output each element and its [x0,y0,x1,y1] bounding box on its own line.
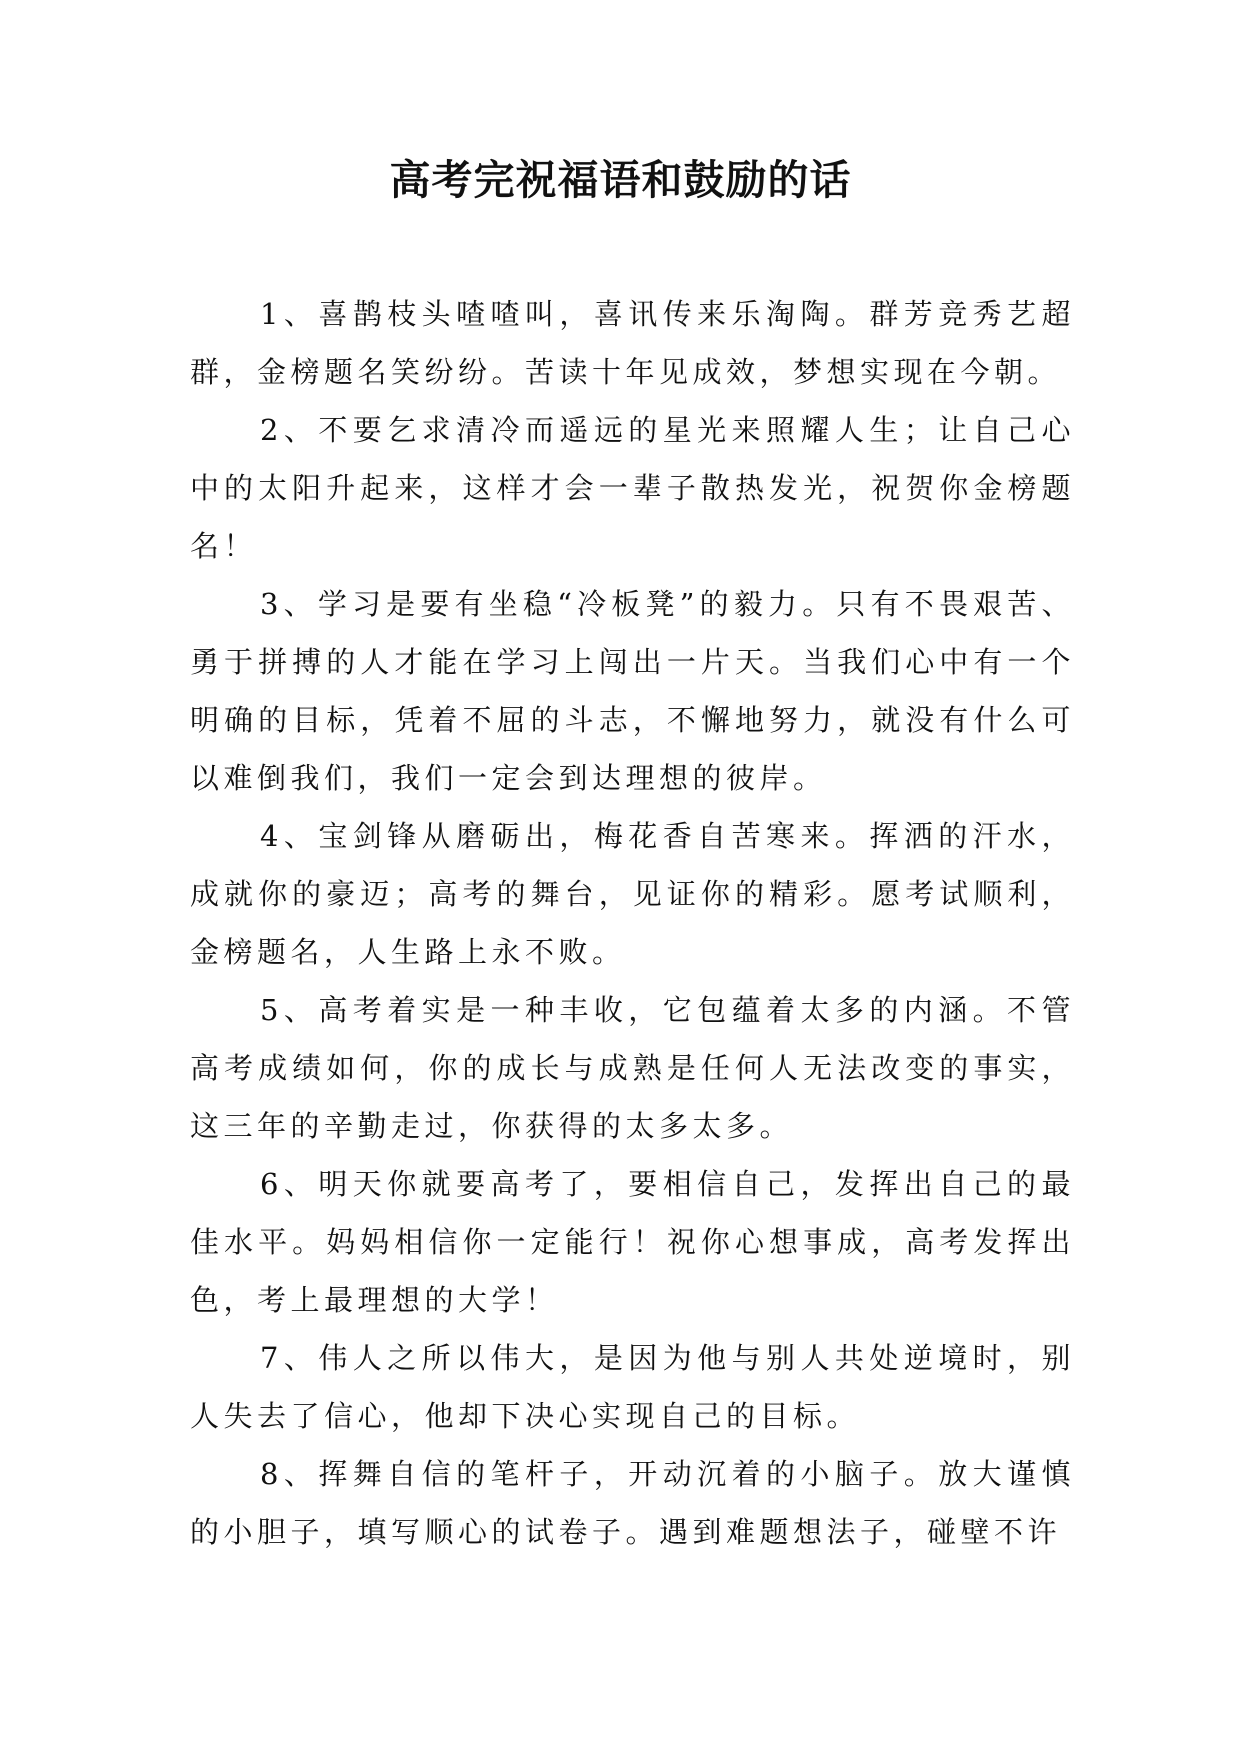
paragraph-5: 5、高考着实是一种丰收，它包蕴着太多的内涵。不管高考成绩如何，你的成长与成熟是任何人无法改变的事实，这三年的辛勤走过，你获得的太多太多。 [190,993,1075,1143]
paragraph-4: 4、宝剑锋从磨砺出，梅花香自苦寒来。挥洒的汗水，成就你的豪迈；高考的舞台，见证你的精彩。愿考试顺利，金榜题名，人生路上永不败。 [190,819,1075,969]
paragraph-3: 3、学习是要有坐稳“冷板凳”的毅力。只有不畏艰苦、勇于拼搏的人才能在学习上闯出一片天。当我们心中有一个明确的目标，凭着不屈的斗志，不懈地努力，就没有什么可以难倒我们，我们一定会到达理想的彼岸。 [190,587,1075,795]
paragraph-8: 8、挥舞自信的笔杆子，开动沉着的小脑子。放大谨慎的小胆子，填写顺心的试卷子。遇到难题想法子，碰壁不许 [190,1457,1075,1549]
document-title: 高考完祝福语和鼓励的话 [389,156,852,204]
paragraph-7: 7、伟人之所以伟大，是因为他与别人共处逆境时，别人失去了信心，他却下决心实现自己的目标。 [190,1341,1075,1433]
paragraph-6: 6、明天你就要高考了，要相信自己，发挥出自己的最佳水平。妈妈相信你一定能行！祝你心想事成，高考发挥出色，考上最理想的大学！ [190,1167,1075,1317]
document-body [190,285,1075,1561]
paragraph-1: 1、喜鹊枝头喳喳叫，喜讯传来乐淘陶。群芳竞秀艺超群，金榜题名笑纷纷。苦读十年见成效，梦想实现在今朝。 [190,297,1075,389]
paragraph-2: 2、不要乞求清冷而遥远的星光来照耀人生；让自己心中的太阳升起来，这样才会一辈子散热发光，祝贺你金榜题名！ [190,413,1075,563]
